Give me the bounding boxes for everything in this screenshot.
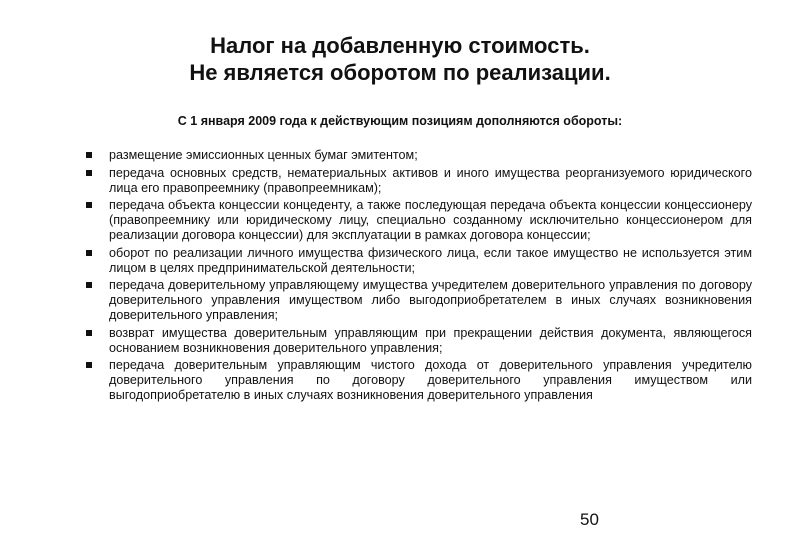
bullet-item-3 <box>82 198 752 242</box>
bullet-text: передача объекта концессии концеденту, а также последующая передача объекта концессии концессионеру (правопреемнику или юридическому лицу, специально созданному исключительно концессионером для реализации договора концессии) для эксплуатации в рамках договора концессии; <box>109 198 752 242</box>
bullet-text: размещение эмиссионных ценных бумаг эмитентом; <box>109 148 418 162</box>
square-bullet-icon <box>86 170 92 176</box>
slide-title <box>0 32 800 86</box>
slide-subtitle: С 1 января 2009 года к действующим позициям дополняются обороты: <box>177 114 623 128</box>
slide-title-line-2: Не является оборотом по реализации. <box>189 60 611 85</box>
page-number: 50 <box>580 510 599 529</box>
bullet-item-2 <box>82 166 752 196</box>
square-bullet-icon <box>86 152 92 158</box>
slide-title-line-1: Налог на добавленную стоимость. <box>210 33 590 58</box>
square-bullet-icon <box>86 202 92 208</box>
bullet-text: возврат имущества доверительным управляющим при прекращении действия документа, являющегося основанием возникновения доверительного управления; <box>109 325 752 355</box>
bullet-list <box>82 148 752 406</box>
square-bullet-icon <box>86 250 92 256</box>
bullet-item-1 <box>82 148 752 163</box>
bullet-item-5 <box>82 278 752 322</box>
bullet-text: передача основных средств, нематериальных активов и иного имущества реорганизуемого юридического лица его правопреемнику (правопреемникам); <box>109 165 752 195</box>
bullet-item-4 <box>82 246 752 276</box>
bullet-text: передача доверительному управляющему имущества учредителем доверительного управления по договору доверительного управления имуществом либо выгодоприобретателем в иных случаях возникновения доверительного управления; <box>109 278 752 322</box>
bullet-text: оборот по реализации личного имущества физического лица, если такое имущество не используется этим лицом в целях предпринимательской деятельности; <box>109 245 752 275</box>
bullet-item-7 <box>82 358 752 402</box>
square-bullet-icon <box>86 282 92 288</box>
square-bullet-icon <box>86 330 92 336</box>
bullet-item-6 <box>82 326 752 356</box>
bullet-text: передача доверительным управляющим чистого дохода от доверительного управления учредителю доверительного управления по договору доверительного управления имуществом или выгодоприобретателю в иных случаях возникновения доверительного управления <box>109 358 752 402</box>
square-bullet-icon <box>86 362 92 368</box>
